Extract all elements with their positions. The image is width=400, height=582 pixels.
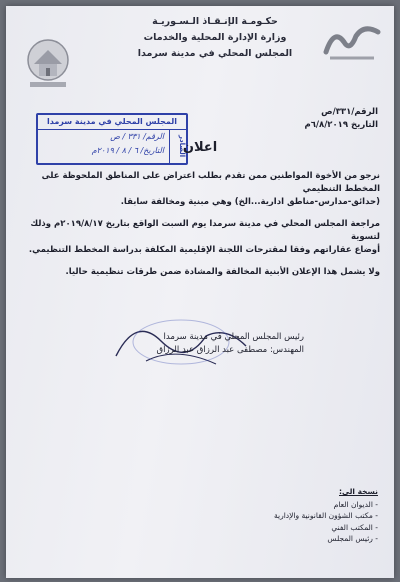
- government-name: حكـومـة الإنـقـاذ الـسـوريـة: [152, 16, 278, 27]
- stamp-title: المجلس المحلي في مدينة سرمدا: [38, 115, 186, 130]
- copies-list: [274, 486, 378, 545]
- copies-item: - المكتب الفني: [331, 522, 378, 532]
- paragraph-1: نرجو من الأخوة المواطنين ممن تقدم بطلب اعتراض على المناطق الملحوظة على المخطط التنظيمي: [41, 171, 380, 194]
- council-name: المجلس المحلي في مدينة سرمدا: [137, 48, 293, 59]
- copies-item: - مكتب الشؤون القانونية والإدارية: [273, 511, 378, 520]
- paragraph-2: مراجعة المجلس المحلي في مدينة سرمدا يوم السبت الواقع بتاريخ ٢٠١٩/٨/١٧م وذلك لتسوية: [30, 219, 380, 242]
- signature-block: [157, 331, 304, 357]
- reference-date: التاريخ ٦/٨/٢٠١٩م: [304, 120, 378, 130]
- copies-item: - رئيس المجلس: [327, 534, 378, 543]
- stamp-number: الرقم/ ٣٣١ / ص: [110, 132, 164, 141]
- reference-number: الرقم/٣٣١/ص: [321, 107, 378, 117]
- announcement-body: [22, 170, 380, 288]
- copies-item: - الديوان العام: [333, 499, 378, 509]
- document-title: اعلان: [182, 140, 218, 155]
- signer-name: المهندس: مصطفى عبد الرزاق عبد الرزاق: [156, 345, 304, 355]
- signer-title: رئيس المجلس المحلي في مدينة سرمدا: [163, 332, 304, 342]
- stamp-date: التاريخ/ ٦ / ٨ / ٢٠١٩م: [91, 146, 164, 155]
- paragraph-2-cont: أوضاع عقاراتهم وفقا لمقترحات اللجنة الإقليمية المكلفة بدراسة المخطط التنظيمي.: [28, 245, 380, 255]
- ministry-name: وزارة الإدارة المحلية والخدمات: [143, 32, 287, 43]
- letterhead: [6, 14, 394, 62]
- outgoing-stamp: [36, 113, 188, 165]
- document-sheet: [6, 6, 394, 578]
- paragraph-1-cont: (حدائق-مدارس-مناطق ادارية...الخ) وهي مبنية ومخالفة سابقا.: [120, 197, 380, 207]
- copies-heading: نسخة الى:: [339, 487, 378, 496]
- reference-block: [304, 106, 378, 132]
- stamp-side-label: الصادر: [169, 130, 186, 163]
- paragraph-3: ولا يشمل هذا الإعلان الأبنية المخالفة والمشادة ضمن طرقات تنظيمية حاليا.: [65, 267, 380, 277]
